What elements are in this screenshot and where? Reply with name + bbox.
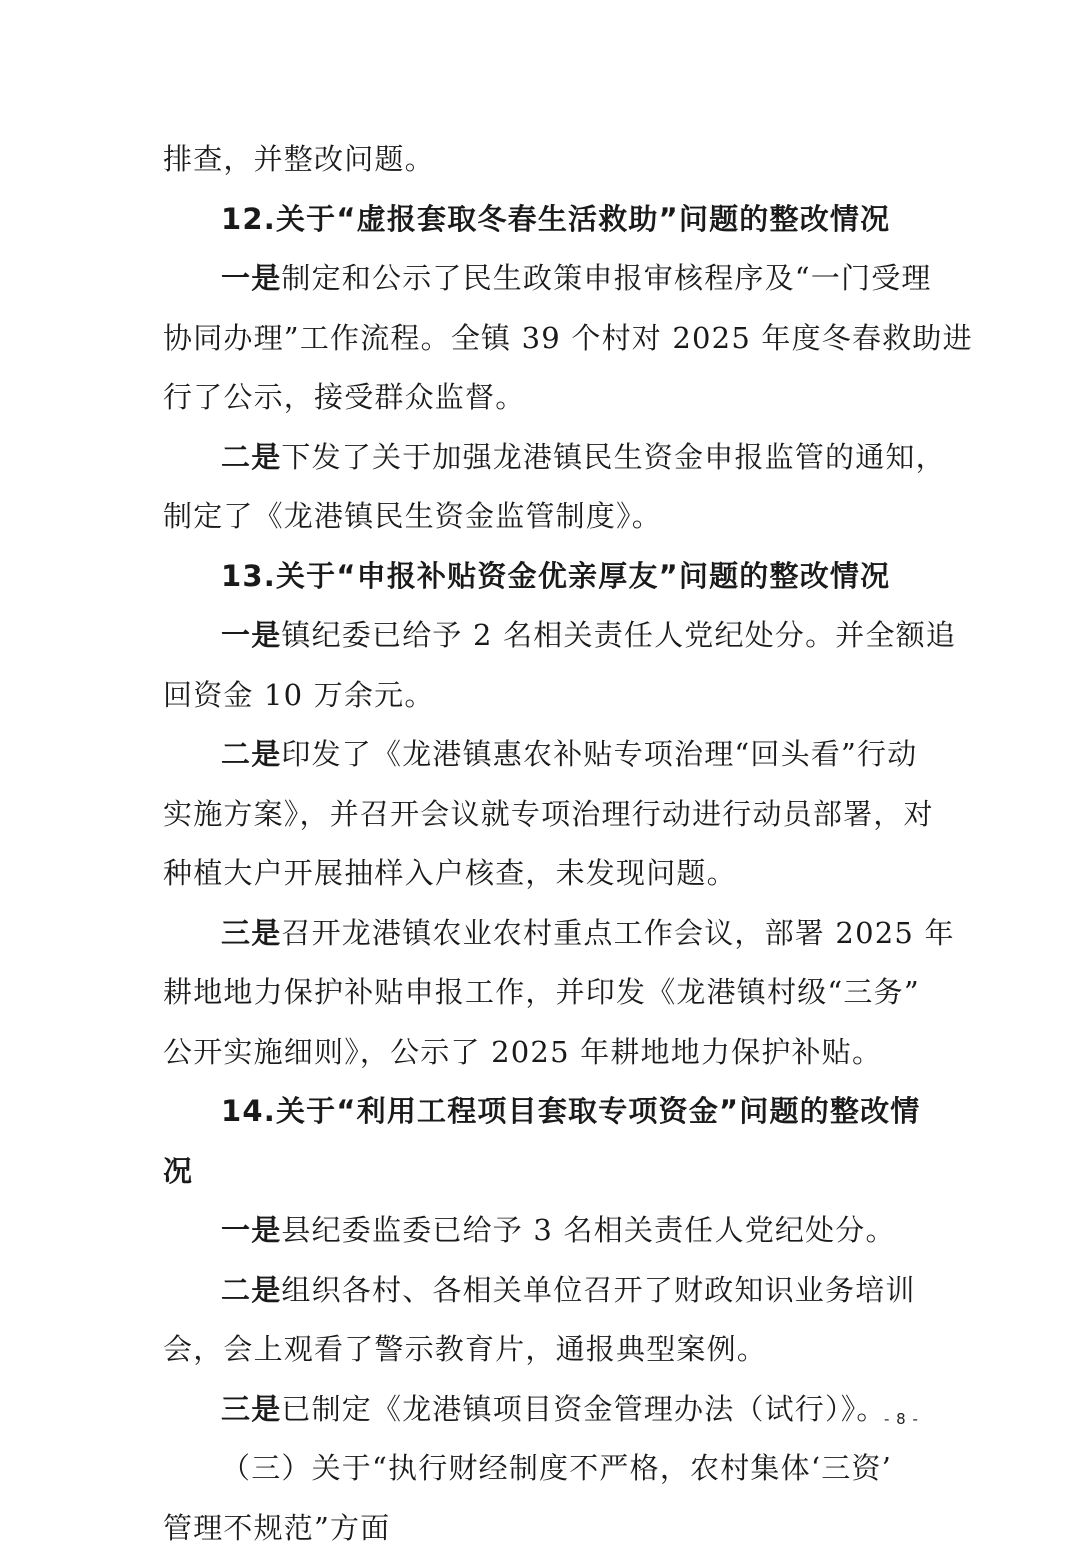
paragraph-line: 一是镇纪委已给予 2 名相关责任人党纪处分。并全额追: [163, 606, 913, 666]
paragraph-line: 协同办理”工作流程。全镇 39 个村对 2025 年度冬春救助进: [163, 309, 913, 369]
paragraph-line: 制定了《龙港镇民生资金监管制度》。: [163, 487, 913, 547]
section-heading-12: 12.关于“虚报套取冬春生活救助”问题的整改情况: [163, 190, 913, 250]
paragraph-line: 种植大户开展抽样入户核查，未发现问题。: [163, 844, 913, 904]
paragraph-line: 三是已制定《龙港镇项目资金管理办法（试行）》。: [163, 1380, 913, 1440]
paragraph-line: 公开实施细则》，公示了 2025 年耕地地力保护补贴。: [163, 1023, 913, 1083]
page-number: - 8 -: [884, 1410, 919, 1428]
body-text: [163, 130, 913, 1558]
lead-label: 三是: [221, 916, 281, 950]
paragraph-line: 二是印发了《龙港镇惠农补贴专项治理“回头看”行动: [163, 725, 913, 785]
paragraph-line: 行了公示，接受群众监督。: [163, 368, 913, 428]
paragraph-line: 二是组织各村、各相关单位召开了财政知识业务培训: [163, 1261, 913, 1321]
lead-label: 二是: [221, 1273, 281, 1307]
lead-label: 二是: [221, 440, 281, 474]
paragraph-line: 一是县纪委监委已给予 3 名相关责任人党纪处分。: [163, 1201, 913, 1261]
paragraph-line: 实施方案》，并召开会议就专项治理行动进行动员部署，对: [163, 785, 913, 845]
paragraph-line: 耕地地力保护补贴申报工作，并印发《龙港镇村级“三务”: [163, 963, 913, 1023]
paragraph-line: 会，会上观看了警示教育片，通报典型案例。: [163, 1320, 913, 1380]
lead-label: 一是: [221, 261, 281, 295]
lead-label: 一是: [221, 1213, 281, 1247]
section-heading-13: 13.关于“申报补贴资金优亲厚友”问题的整改情况: [163, 547, 913, 607]
section-heading-14: 14.关于“利用工程项目套取专项资金”问题的整改情: [163, 1082, 913, 1142]
subsection-heading-continued: 管理不规范”方面: [163, 1499, 913, 1558]
lead-label: 三是: [221, 1392, 281, 1426]
section-heading-14-continued: 况: [163, 1142, 913, 1202]
subsection-heading: （三）关于“执行财经制度不严格，农村集体‘三资’: [163, 1439, 913, 1499]
paragraph-line: 回资金 10 万余元。: [163, 666, 913, 726]
lead-label: 一是: [221, 618, 281, 652]
paragraph-line: 二是下发了关于加强龙港镇民生资金申报监管的通知，: [163, 428, 913, 488]
paragraph-line: 排查，并整改问题。: [163, 130, 913, 190]
paragraph-line: 三是召开龙港镇农业农村重点工作会议，部署 2025 年: [163, 904, 913, 964]
lead-label: 二是: [221, 737, 281, 771]
paragraph-line: 一是制定和公示了民生政策申报审核程序及“一门受理: [163, 249, 913, 309]
